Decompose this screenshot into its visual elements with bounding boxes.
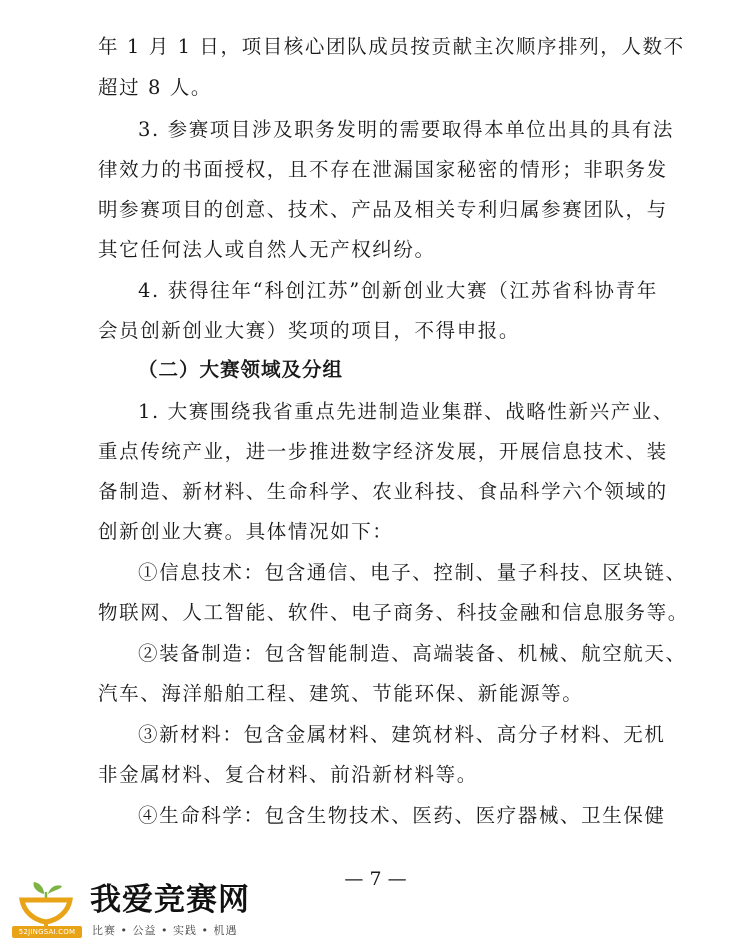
body-line-15: 物联网、人工智能、软件、电子商务、科技金融和信息服务等。 [98,601,689,624]
body-line-1: 年 1 月 1 日，项目核心团队成员按贡献主次顺序排列，人数不 [98,35,685,58]
body-line-17: 汽车、海洋船舶工程、建筑、节能环保、新能源等。 [98,682,584,705]
page-number: — 7 — [344,868,407,890]
body-line-16: ②装备制造：包含智能制造、高端装备、机械、航空航天、 [138,642,687,665]
watermark-domain: 52JINGSAI.COM [18,928,76,936]
body-line-6: 其它任何法人或自然人无产权纠纷。 [98,238,436,261]
trophy-logo-icon [8,880,86,946]
site-watermark [8,880,268,946]
body-line-5: 明参赛项目的创意、技术、产品及相关专利归属参赛团队，与 [98,198,668,221]
body-line-8: 会员创新创业大赛）奖项的项目，不得申报。 [98,319,521,342]
body-line-12: 备制造、新材料、生命科学、农业科技、食品科学六个领域的 [98,480,668,503]
body-line-13: 创新创业大赛。具体情况如下： [98,520,394,543]
body-line-14: ①信息技术：包含通信、电子、控制、量子科技、区块链、 [138,561,687,584]
body-line-20: ④生命科学：包含生物技术、医药、医疗器械、卫生保健 [138,804,666,827]
watermark-tagline: 比赛 • 公益 • 实践 • 机遇 [92,924,238,937]
watermark-title: 我爱竞赛网 [90,882,250,918]
body-line-11: 重点传统产业，进一步推进数字经济发展，开展信息技术、装 [98,440,668,463]
body-line-18: ③新材料：包含金属材料、建筑材料、高分子材料、无机 [138,723,666,746]
body-line-4: 律效力的书面授权，且不存在泄漏国家秘密的情形；非职务发 [98,158,668,181]
section-heading: （二）大赛领域及分组 [138,358,344,381]
body-line-7: 4. 获得往年“科创江苏”创新创业大赛（江苏省科协青年 [138,279,658,302]
body-line-19: 非金属材料、复合材料、前沿新材料等。 [98,763,478,786]
body-line-3: 3. 参赛项目涉及职务发明的需要取得本单位出具的具有法 [138,118,675,141]
body-line-10: 1. 大赛围绕我省重点先进制造业集群、战略性新兴产业、 [138,400,675,423]
body-line-2: 超过 8 人。 [98,76,213,99]
